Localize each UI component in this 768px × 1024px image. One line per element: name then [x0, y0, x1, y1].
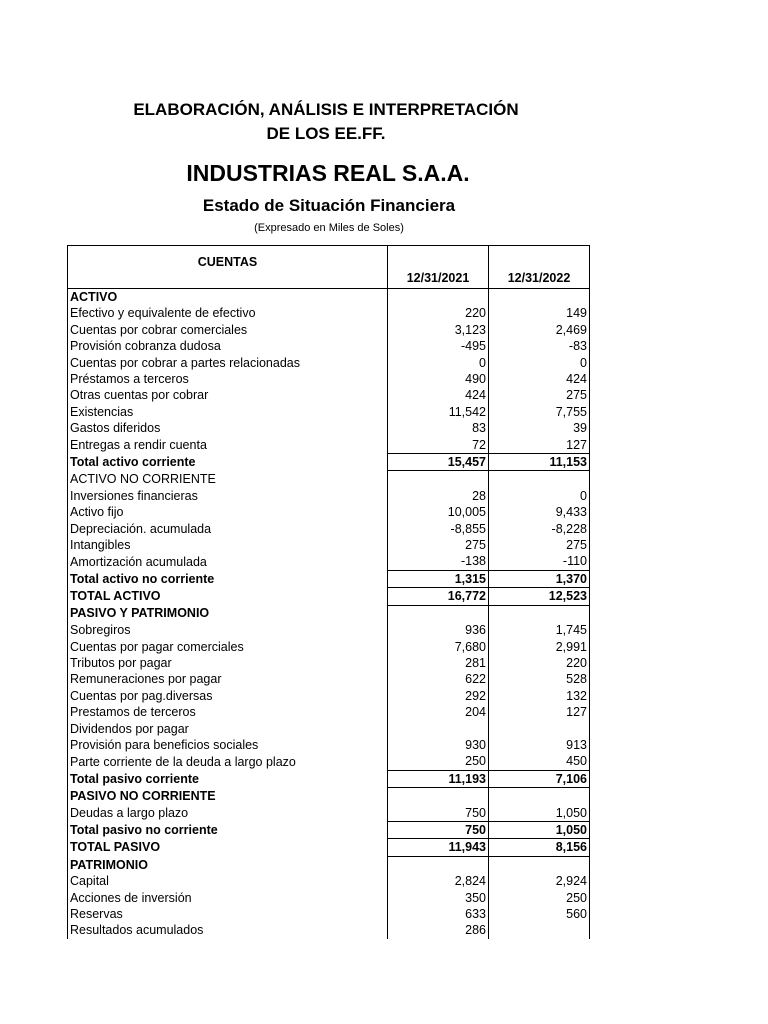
value-2022: -83 [489, 338, 590, 354]
table-body [68, 289, 590, 939]
value-2022: 275 [489, 387, 590, 403]
table-row [68, 553, 590, 570]
value-2022: 9,433 [489, 504, 590, 520]
value-2021: 622 [388, 671, 489, 687]
value-2022: 8,156 [489, 839, 590, 856]
value-2021: 3,123 [388, 322, 489, 338]
table-row [68, 537, 590, 553]
account-label: Entregas a rendir cuenta [68, 437, 388, 454]
title-line-1: ELABORACIÓN, ANÁLISIS E INTERPRETACIÓN [133, 100, 519, 119]
table-row [68, 504, 590, 520]
table-row [68, 721, 590, 737]
value-2021 [388, 788, 489, 805]
account-label: Amortización acumulada [68, 553, 388, 570]
account-label: Depreciación. acumulada [68, 521, 388, 537]
statement-title: Estado de Situación Financiera [202, 196, 456, 215]
table-row [68, 521, 590, 537]
table-row [68, 322, 590, 338]
value-2022 [489, 721, 590, 737]
header-year-2021: 12/31/2021 [388, 246, 489, 289]
account-label: Remuneraciones por pagar [68, 671, 388, 687]
value-2022: 0 [489, 355, 590, 371]
table-row [68, 437, 590, 454]
account-label: Cuentas por cobrar comerciales [68, 322, 388, 338]
value-2021: 490 [388, 371, 489, 387]
value-2021: 292 [388, 688, 489, 704]
account-label: Acciones de inversión [68, 890, 388, 906]
value-2022: 127 [489, 437, 590, 454]
balance-sheet-table [67, 245, 590, 939]
value-2022: 560 [489, 906, 590, 922]
account-label: ACTIVO NO CORRIENTE [68, 471, 388, 488]
table-row [68, 570, 590, 587]
value-2022: 7,106 [489, 770, 590, 787]
account-label: PASIVO NO CORRIENTE [68, 788, 388, 805]
value-2021: -8,855 [388, 521, 489, 537]
table-row [68, 305, 590, 321]
value-2021: 10,005 [388, 504, 489, 520]
table-row [68, 671, 590, 687]
value-2022: 913 [489, 737, 590, 753]
value-2022: 0 [489, 488, 590, 504]
table-row [68, 639, 590, 655]
value-2021: 424 [388, 387, 489, 403]
value-2022 [489, 856, 590, 873]
table-row [68, 471, 590, 488]
value-2022: 7,755 [489, 404, 590, 420]
value-2021: 16,772 [388, 588, 489, 605]
account-label: Deudas a largo plazo [68, 805, 388, 822]
value-2021: 11,193 [388, 770, 489, 787]
value-2022: 1,050 [489, 805, 590, 822]
value-2021 [388, 721, 489, 737]
value-2021: 7,680 [388, 639, 489, 655]
value-2022: -110 [489, 553, 590, 570]
table-row [68, 355, 590, 371]
currency-note: (Expresado en Miles de Soles) [254, 222, 404, 234]
value-2022: 450 [489, 753, 590, 770]
account-label: PATRIMONIO [68, 856, 388, 873]
table-row [68, 856, 590, 873]
table-row [68, 488, 590, 504]
value-2021 [388, 471, 489, 488]
account-label: Cuentas por pagar comerciales [68, 639, 388, 655]
value-2022: 424 [489, 371, 590, 387]
value-2022: 528 [489, 671, 590, 687]
value-2021: 28 [388, 488, 489, 504]
value-2021: -138 [388, 553, 489, 570]
account-label: Gastos diferidos [68, 420, 388, 436]
value-2021: 250 [388, 753, 489, 770]
account-label: Intangibles [68, 537, 388, 553]
value-2022: 275 [489, 537, 590, 553]
account-label: Total pasivo corriente [68, 770, 388, 787]
table-row [68, 605, 590, 622]
table-row [68, 622, 590, 638]
table-row [68, 737, 590, 753]
value-2021: 1,315 [388, 570, 489, 587]
table-row [68, 839, 590, 856]
value-2021: 220 [388, 305, 489, 321]
account-label: Provisión para beneficios sociales [68, 737, 388, 753]
value-2021: 0 [388, 355, 489, 371]
company-name: INDUSTRIAS REAL S.A.A. [186, 160, 470, 186]
value-2021: 750 [388, 805, 489, 822]
account-label: PASIVO Y PATRIMONIO [68, 605, 388, 622]
value-2021: 83 [388, 420, 489, 436]
value-2021: 2,824 [388, 873, 489, 889]
value-2021: 11,943 [388, 839, 489, 856]
value-2021: 286 [388, 922, 489, 938]
account-label: TOTAL ACTIVO [68, 588, 388, 605]
value-2022 [489, 605, 590, 622]
value-2021: -495 [388, 338, 489, 354]
value-2021 [388, 605, 489, 622]
table-row [68, 588, 590, 605]
value-2022: 127 [489, 704, 590, 720]
value-2022: 2,469 [489, 322, 590, 338]
header-accounts: CUENTAS [68, 246, 388, 289]
value-2021: 204 [388, 704, 489, 720]
table-row [68, 688, 590, 704]
account-label: Reservas [68, 906, 388, 922]
account-label: Activo fijo [68, 504, 388, 520]
value-2021: 633 [388, 906, 489, 922]
value-2021: 11,542 [388, 404, 489, 420]
value-2022 [489, 471, 590, 488]
account-label: Dividendos por pagar [68, 721, 388, 737]
header-year-2022: 12/31/2022 [489, 246, 590, 289]
table-row [68, 770, 590, 787]
account-label: Capital [68, 873, 388, 889]
table-row [68, 753, 590, 770]
account-label: ACTIVO [68, 289, 388, 306]
value-2021: 750 [388, 821, 489, 838]
value-2021: 350 [388, 890, 489, 906]
table-row [68, 420, 590, 436]
value-2022: 132 [489, 688, 590, 704]
table-row [68, 404, 590, 420]
value-2022: 1,745 [489, 622, 590, 638]
account-label: Inversiones financieras [68, 488, 388, 504]
value-2022 [489, 289, 590, 306]
table-row [68, 454, 590, 471]
account-label: Resultados acumulados [68, 922, 388, 938]
table-row [68, 873, 590, 889]
table-row [68, 387, 590, 403]
value-2022: 11,153 [489, 454, 590, 471]
account-label: TOTAL PASIVO [68, 839, 388, 856]
account-label: Parte corriente de la deuda a largo plazo [68, 753, 388, 770]
value-2022: 39 [489, 420, 590, 436]
table-row [68, 338, 590, 354]
value-2021: 275 [388, 537, 489, 553]
value-2021: 72 [388, 437, 489, 454]
value-2022: 220 [489, 655, 590, 671]
value-2022: 1,050 [489, 821, 590, 838]
table-row [68, 788, 590, 805]
account-label: Existencias [68, 404, 388, 420]
table-header-row [68, 246, 590, 289]
value-2022: -8,228 [489, 521, 590, 537]
value-2022: 2,991 [489, 639, 590, 655]
table-row [68, 922, 590, 938]
account-label: Préstamos a terceros [68, 371, 388, 387]
table-row [68, 289, 590, 306]
table-row [68, 704, 590, 720]
value-2022: 2,924 [489, 873, 590, 889]
value-2021 [388, 289, 489, 306]
account-label: Tributos por pagar [68, 655, 388, 671]
account-label: Prestamos de terceros [68, 704, 388, 720]
account-label: Provisión cobranza dudosa [68, 338, 388, 354]
account-label: Cuentas por cobrar a partes relacionadas [68, 355, 388, 371]
value-2021 [388, 856, 489, 873]
value-2021: 930 [388, 737, 489, 753]
table-row [68, 906, 590, 922]
account-label: Total activo corriente [68, 454, 388, 471]
value-2022: 250 [489, 890, 590, 906]
value-2021: 936 [388, 622, 489, 638]
account-label: Total activo no corriente [68, 570, 388, 587]
account-label: Sobregiros [68, 622, 388, 638]
balance-sheet-table-wrapper [67, 245, 589, 939]
title-line-2: DE LOS EE.FF. [266, 124, 386, 143]
value-2022: 1,370 [489, 570, 590, 587]
value-2022 [489, 922, 590, 938]
document-title [0, 98, 652, 146]
table-row [68, 655, 590, 671]
table-row [68, 821, 590, 838]
account-label: Cuentas por pag.diversas [68, 688, 388, 704]
table-row [68, 805, 590, 822]
table-row [68, 890, 590, 906]
account-label: Efectivo y equivalente de efectivo [68, 305, 388, 321]
account-label: Otras cuentas por cobrar [68, 387, 388, 403]
value-2022: 149 [489, 305, 590, 321]
value-2021: 281 [388, 655, 489, 671]
account-label: Total pasivo no corriente [68, 821, 388, 838]
table-row [68, 371, 590, 387]
value-2022: 12,523 [489, 588, 590, 605]
value-2021: 15,457 [388, 454, 489, 471]
value-2022 [489, 788, 590, 805]
